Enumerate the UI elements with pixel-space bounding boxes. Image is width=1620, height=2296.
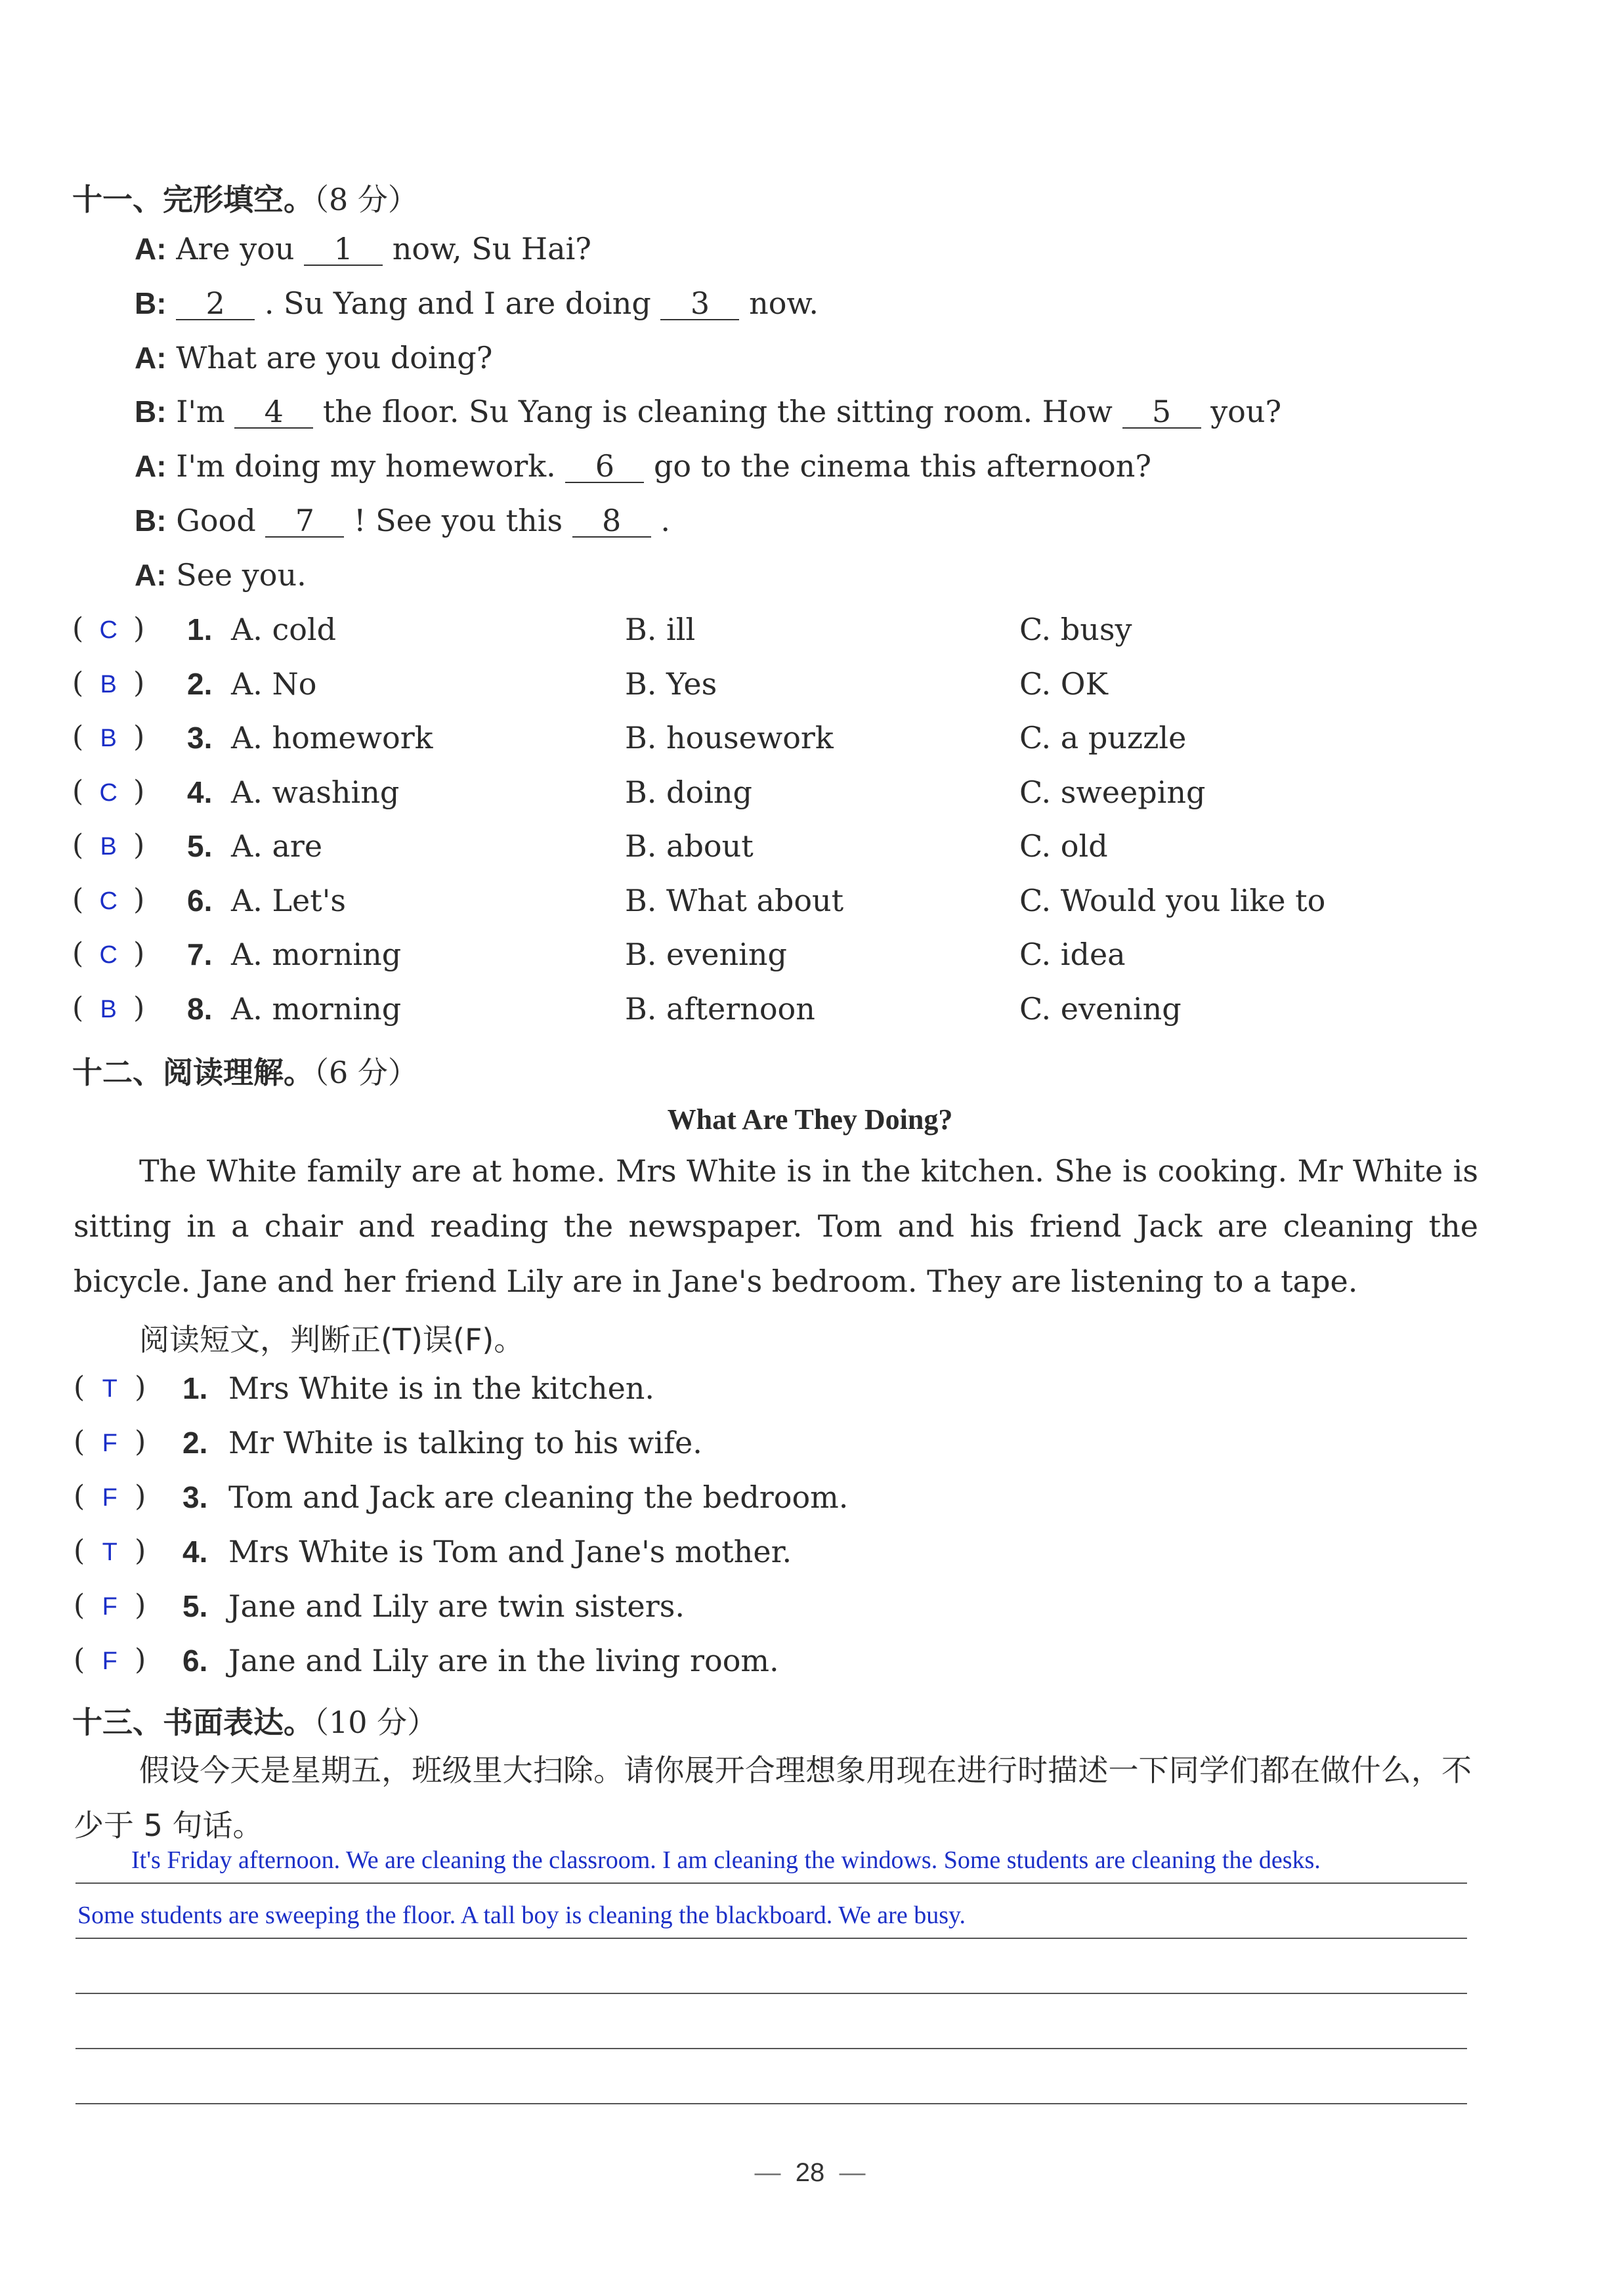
dialogue-text: the floor. Su Yang is cleaning the sitting room. How <box>322 394 1122 429</box>
statement-text: Jane and Lily are twin sisters. <box>228 1588 685 1624</box>
question-number: 3. <box>187 721 213 755</box>
dialogue-text: . Su Yang and I are doing <box>264 286 661 321</box>
answer-bracket[interactable]: ( C ) <box>72 612 145 645</box>
question-number: 4. <box>182 1535 208 1569</box>
dialogue-text: you? <box>1210 394 1282 429</box>
writing-rule <box>75 2048 1467 2049</box>
option-a[interactable]: A. cold <box>231 612 337 647</box>
blank-5[interactable]: 5 <box>1122 396 1201 429</box>
question-number: 1. <box>182 1371 208 1405</box>
answer-value: F <box>102 1593 117 1621</box>
option-a[interactable]: A. No <box>231 666 317 702</box>
question-number: 7. <box>187 937 213 971</box>
answer-value: C <box>99 887 117 915</box>
answer-bracket[interactable]: ( T ) <box>74 1534 146 1567</box>
question-number: 5. <box>187 829 213 863</box>
section-13-title: 十三、书面表达。 <box>72 1705 314 1740</box>
reading-passage: The White family are at home. Mrs White is in the kitchen. She is cooking. Mr White is sitting in a chair and reading the newspaper. Tom and his friend Jack are cleaning the bicycle. Jane and her friend Lily are in Jane's bedroom. They are listening to a tape. <box>74 1153 1478 1299</box>
option-a[interactable]: A. Let's <box>231 883 346 918</box>
passage-title: What Are They Doing? <box>667 1103 953 1136</box>
statement-text: Jane and Lily are in the living room. <box>228 1643 779 1678</box>
option-c[interactable]: C. old <box>1019 828 1108 864</box>
answer-bracket[interactable]: ( C ) <box>72 883 145 916</box>
answer-bracket[interactable]: ( C ) <box>72 937 145 970</box>
option-b[interactable]: B. afternoon <box>625 991 815 1027</box>
writing-line-1[interactable]: It's Friday afternoon. We are cleaning the classroom. I am cleaning the windows. Some students are cleaning the desks. <box>131 1846 1321 1874</box>
dialogue-line-7: A: See you. <box>135 557 307 593</box>
option-c[interactable]: C. busy <box>1019 612 1132 647</box>
answer-bracket[interactable]: ( B ) <box>72 991 145 1025</box>
answer-value: T <box>102 1539 117 1566</box>
blank-2[interactable]: 2 <box>176 287 255 320</box>
answer-value: B <box>100 725 117 752</box>
dialogue-text: I'm doing my homework. <box>176 448 566 484</box>
blank-3[interactable]: 3 <box>660 287 739 320</box>
dialogue-text: . <box>660 503 670 538</box>
dialogue-line-1: A: Are you 1 now, Su Hai? <box>135 231 591 266</box>
option-a[interactable]: A. washing <box>231 775 400 810</box>
question-number: 8. <box>187 992 213 1026</box>
question-number: 2. <box>187 667 213 701</box>
blank-6[interactable]: 6 <box>565 450 644 483</box>
option-b[interactable]: B. housework <box>625 720 834 755</box>
answer-value: B <box>100 996 117 1023</box>
question-number: 5. <box>182 1589 208 1623</box>
answer-value: C <box>99 616 117 644</box>
answer-bracket[interactable]: ( F ) <box>74 1425 146 1458</box>
dialogue-text: ! See you this <box>354 503 572 538</box>
dialogue-line-3: A: What are you doing? <box>135 340 493 375</box>
section-11-heading <box>72 176 418 219</box>
answer-bracket[interactable]: ( F ) <box>74 1643 146 1676</box>
option-a[interactable]: A. morning <box>231 991 402 1027</box>
option-b[interactable]: B. What about <box>625 883 844 918</box>
option-a[interactable]: A. are <box>231 828 323 864</box>
answer-value: F <box>102 1430 117 1457</box>
option-a[interactable]: A. morning <box>231 937 402 972</box>
statement-text: Mrs White is Tom and Jane's mother. <box>228 1534 792 1569</box>
option-b[interactable]: B. ill <box>625 612 696 647</box>
speaker-label: A <box>135 232 157 266</box>
option-b[interactable]: B. about <box>625 828 754 864</box>
dialogue-text: Good <box>176 503 266 538</box>
speaker-label: A <box>135 341 157 375</box>
writing-prompt: 假设今天是星期五，班级里大扫除。请你展开合理想象用现在进行时描述一下同学们都在做什么，不少于 5 句话。 <box>74 1753 1472 1843</box>
answer-bracket[interactable]: ( T ) <box>74 1371 146 1404</box>
blank-8[interactable]: 8 <box>572 505 651 538</box>
option-b[interactable]: B. Yes <box>625 666 717 702</box>
speaker-label: B <box>135 394 157 429</box>
blank-1[interactable]: 1 <box>304 233 383 266</box>
answer-bracket[interactable]: ( F ) <box>74 1479 146 1513</box>
dialogue-text: What are you doing? <box>176 340 493 375</box>
statement-text: Mrs White is in the kitchen. <box>228 1371 655 1406</box>
answer-value: C <box>99 779 117 807</box>
option-c[interactable]: C. idea <box>1019 937 1126 972</box>
speaker-label: A <box>135 449 157 483</box>
dialogue-text: now. <box>749 286 819 321</box>
option-b[interactable]: B. doing <box>625 775 752 810</box>
dialogue-line-4: B: I'm 4 the floor. Su Yang is cleaning the sitting room. How 5 you? <box>135 394 1282 429</box>
answer-bracket[interactable]: ( B ) <box>72 666 145 700</box>
option-a[interactable]: A. homework <box>231 720 433 755</box>
blank-4[interactable]: 4 <box>234 396 313 429</box>
section-11-points: （8 分） <box>314 182 418 217</box>
page-number-value: 28 <box>795 2158 825 2187</box>
answer-bracket[interactable]: ( B ) <box>72 828 145 862</box>
writing-rule <box>75 1993 1467 1994</box>
answer-value: F <box>102 1648 117 1675</box>
dialogue-text: go to the cinema this afternoon? <box>653 448 1151 484</box>
answer-bracket[interactable]: ( C ) <box>72 775 145 808</box>
dialogue-line-2: B: 2 . Su Yang and I are doing 3 now. <box>135 286 819 321</box>
speaker-label: A <box>135 558 157 592</box>
option-c[interactable]: C. Would you like to <box>1019 883 1326 918</box>
answer-bracket[interactable]: ( F ) <box>74 1588 146 1622</box>
writing-line-2[interactable]: Some students are sweeping the floor. A tall boy is cleaning the blackboard. We are busy. <box>77 1902 966 1929</box>
section-12-points: （6 分） <box>314 1055 418 1090</box>
speaker-label: B <box>135 286 157 320</box>
answer-value: T <box>102 1375 117 1403</box>
section-12-title: 十二、阅读理解。 <box>72 1055 314 1090</box>
dialogue-text: See you. <box>176 557 307 593</box>
question-number: 1. <box>187 612 213 647</box>
writing-rule <box>75 1938 1467 1939</box>
reading-instruction: 阅读短文，判断正(T)误(F)。 <box>139 1322 524 1357</box>
dialogue-text: now, Su Hai? <box>392 231 591 266</box>
section-11-title: 十一、完形填空。 <box>72 182 314 217</box>
section-13-heading <box>72 1699 437 1742</box>
section-12-heading <box>72 1049 418 1092</box>
question-number: 4. <box>187 775 213 809</box>
writing-rule <box>75 2103 1467 2104</box>
dialogue-text: I'm <box>176 394 235 429</box>
page-number: — 28 — <box>754 2158 866 2187</box>
option-c[interactable]: C. OK <box>1019 666 1108 702</box>
option-c[interactable]: C. a puzzle <box>1019 720 1187 755</box>
answer-value: B <box>100 833 117 861</box>
dialogue-line-6: B: Good 7 ! See you this 8 . <box>135 503 670 538</box>
answer-value: F <box>102 1484 117 1512</box>
statement-text: Tom and Jack are cleaning the bedroom. <box>228 1479 849 1515</box>
section-13-points: （10 分） <box>314 1705 438 1740</box>
speaker-label: B <box>135 503 157 538</box>
option-b[interactable]: B. evening <box>625 937 787 972</box>
option-c[interactable]: C. sweeping <box>1019 775 1206 810</box>
answer-value: C <box>99 941 117 969</box>
statement-text: Mr White is talking to his wife. <box>228 1425 702 1460</box>
blank-7[interactable]: 7 <box>265 505 344 538</box>
answer-bracket[interactable]: ( B ) <box>72 720 145 754</box>
dialogue-line-5: A: I'm doing my homework. 6 go to the cinema this afternoon? <box>135 448 1151 484</box>
answer-value: B <box>100 671 117 698</box>
question-number: 6. <box>187 883 213 918</box>
dialogue-text: Are you <box>176 231 305 266</box>
writing-rule <box>75 1882 1467 1884</box>
option-c[interactable]: C. evening <box>1019 991 1182 1027</box>
question-number: 6. <box>182 1644 208 1678</box>
question-number: 2. <box>182 1426 208 1460</box>
question-number: 3. <box>182 1480 208 1514</box>
